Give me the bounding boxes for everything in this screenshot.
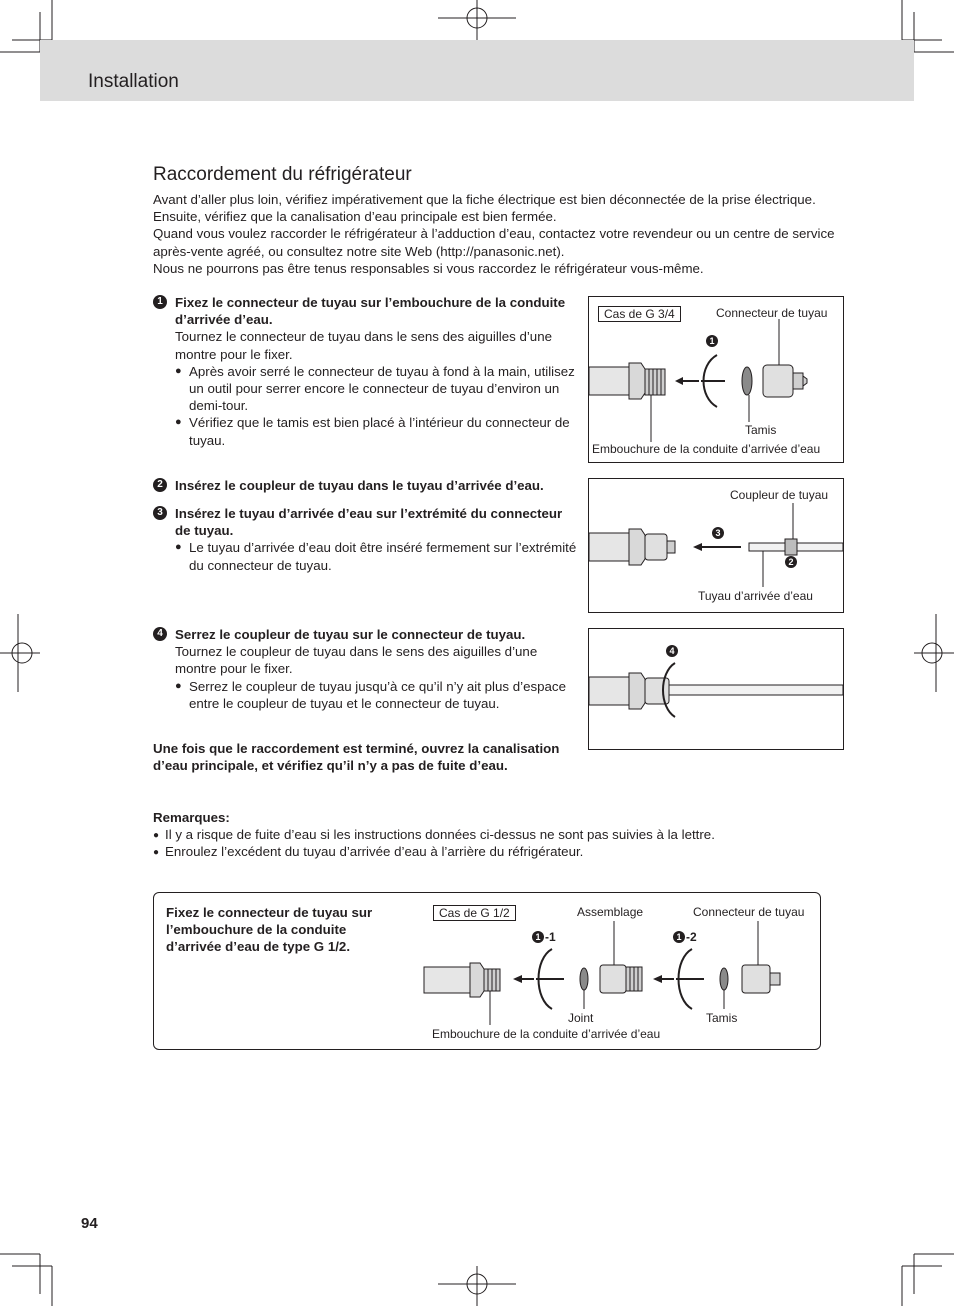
step-title: Insérez le tuyau d’arrivée d’eau sur l’extrémité du connecteur de tuyau. — [175, 506, 563, 539]
list-item: ● Serrez le coupleur de tuyau jusqu’à ce qu’il n’y ait plus d’espace entre le coupleur de tuyau et le connecteur de tuyau. — [175, 678, 581, 712]
list-item: ● Enroulez l’excédent du tuyau d’arrivée d’eau à l’arrière du réfrigérateur. — [153, 843, 873, 860]
figure-g34 — [588, 296, 844, 463]
page-number: 94 — [81, 1215, 98, 1232]
figure-hose — [588, 478, 844, 613]
step-suffix: -2 — [686, 930, 697, 944]
coupler-label: Coupleur de tuyau — [730, 488, 829, 502]
assembly-label: Assemblage — [577, 905, 644, 919]
step-number-badge: 1 — [673, 931, 685, 943]
hose-illustration — [589, 479, 843, 612]
step-number-badge: 1 — [706, 335, 718, 347]
step-number-badge: 3 — [153, 506, 167, 520]
step-3 — [153, 505, 581, 574]
case-label: Cas de G 3/4 — [598, 306, 681, 322]
list-item: ● Il y a risque de fuite d’eau si les instructions données ci-dessus ne sont pas suivies à la lettre. — [153, 826, 873, 843]
step-title: Fixez le connecteur de tuyau sur l’embouchure de la conduite d’arrivée d’eau. — [175, 295, 566, 328]
g12-illustration — [154, 893, 820, 1049]
inlet-label: Embouchure de la conduite d’arrivée d’eau — [592, 442, 821, 456]
header-title: Installation — [88, 71, 179, 92]
step-number-badge: 4 — [153, 627, 167, 641]
connector-label: Connecteur de tuyau — [693, 905, 805, 919]
intro-paragraph: Nous ne pourrons pas être tenus responsables si vous raccordez le réfrigérateur vous-même. — [153, 260, 704, 276]
step-suffix: -1 — [545, 930, 556, 944]
figure-tighten — [588, 628, 844, 750]
joint-label: Joint — [568, 1011, 594, 1025]
intro-text — [153, 191, 843, 277]
step-number-badge: 3 — [712, 527, 724, 539]
step-number-badge: 1 — [153, 295, 167, 309]
remarks-title: Remarques: — [153, 810, 230, 825]
intro-paragraph: Quand vous voulez raccorder le réfrigérateur à l’adduction d’eau, contactez votre revendeur ou un centre de service après-vente agréé, ou consultez notre site Web (http://panasonic.net). — [153, 226, 835, 259]
g12-box — [153, 892, 821, 1050]
step-1 — [153, 294, 581, 449]
connector-label: Connecteur de tuyau — [716, 306, 828, 320]
strainer-label: Tamis — [706, 1011, 738, 1025]
step-text: Tournez le coupleur de tuyau dans le sens des aiguilles d’une montre pour le fixer. — [175, 644, 538, 677]
list-item: ● Après avoir serré le connecteur de tuyau à fond à la main, utilisez un outil pour serrer encore le connecteur de tuyau d’environ un demi-tour. — [175, 363, 581, 415]
step-number-badge: 1 — [532, 931, 544, 943]
hose-label: Tuyau d’arrivée d’eau — [698, 589, 813, 603]
list-item: ● Le tuyau d’arrivée d’eau doit être inséré fermement sur l’extrémité du connecteur de tuyau. — [175, 539, 581, 573]
list-item: ● Vérifiez que le tamis est bien placé à l’intérieur du connecteur de tuyau. — [175, 414, 581, 448]
step-text: Tournez le connecteur de tuyau dans le sens des aiguilles d’une montre pour le fixer. — [175, 329, 552, 362]
tighten-illustration — [589, 629, 843, 749]
step-title: Insérez le coupleur de tuyau dans le tuyau d’arrivée d’eau. — [175, 478, 544, 493]
step-4 — [153, 626, 581, 712]
step-number-badge: 2 — [153, 478, 167, 492]
intro-paragraph: Avant d’aller plus loin, vérifiez impérativement que la fiche électrique est bien déconnectée de la prise électrique. Ensuite, vérifiez que la canalisation d’eau principale est bien fermée. — [153, 192, 816, 225]
case-label: Cas de G 1/2 — [433, 905, 516, 921]
remarks — [153, 809, 873, 861]
step-2 — [153, 477, 581, 494]
inlet-label: Embouchure de la conduite d’arrivée d’eau — [432, 1027, 661, 1041]
step-number-badge: 2 — [785, 556, 797, 568]
pipe-illustration — [589, 297, 843, 462]
final-note: Une fois que le raccordement est terminé, ouvrez la canalisation d’eau principale, et vérifiez qu’il n’y a pas de fuite d’eau. — [153, 741, 560, 774]
step-number-badge: 4 — [666, 645, 678, 657]
strainer-label: Tamis — [745, 423, 777, 437]
section-title: Raccordement du réfrigérateur — [153, 164, 412, 185]
step-title: Serrez le coupleur de tuyau sur le connecteur de tuyau. — [175, 627, 526, 642]
g12-instruction: Fixez le connecteur de tuyau sur l’embouchure de la conduite d’arrivée d’eau de type G 1/2. — [166, 905, 373, 955]
